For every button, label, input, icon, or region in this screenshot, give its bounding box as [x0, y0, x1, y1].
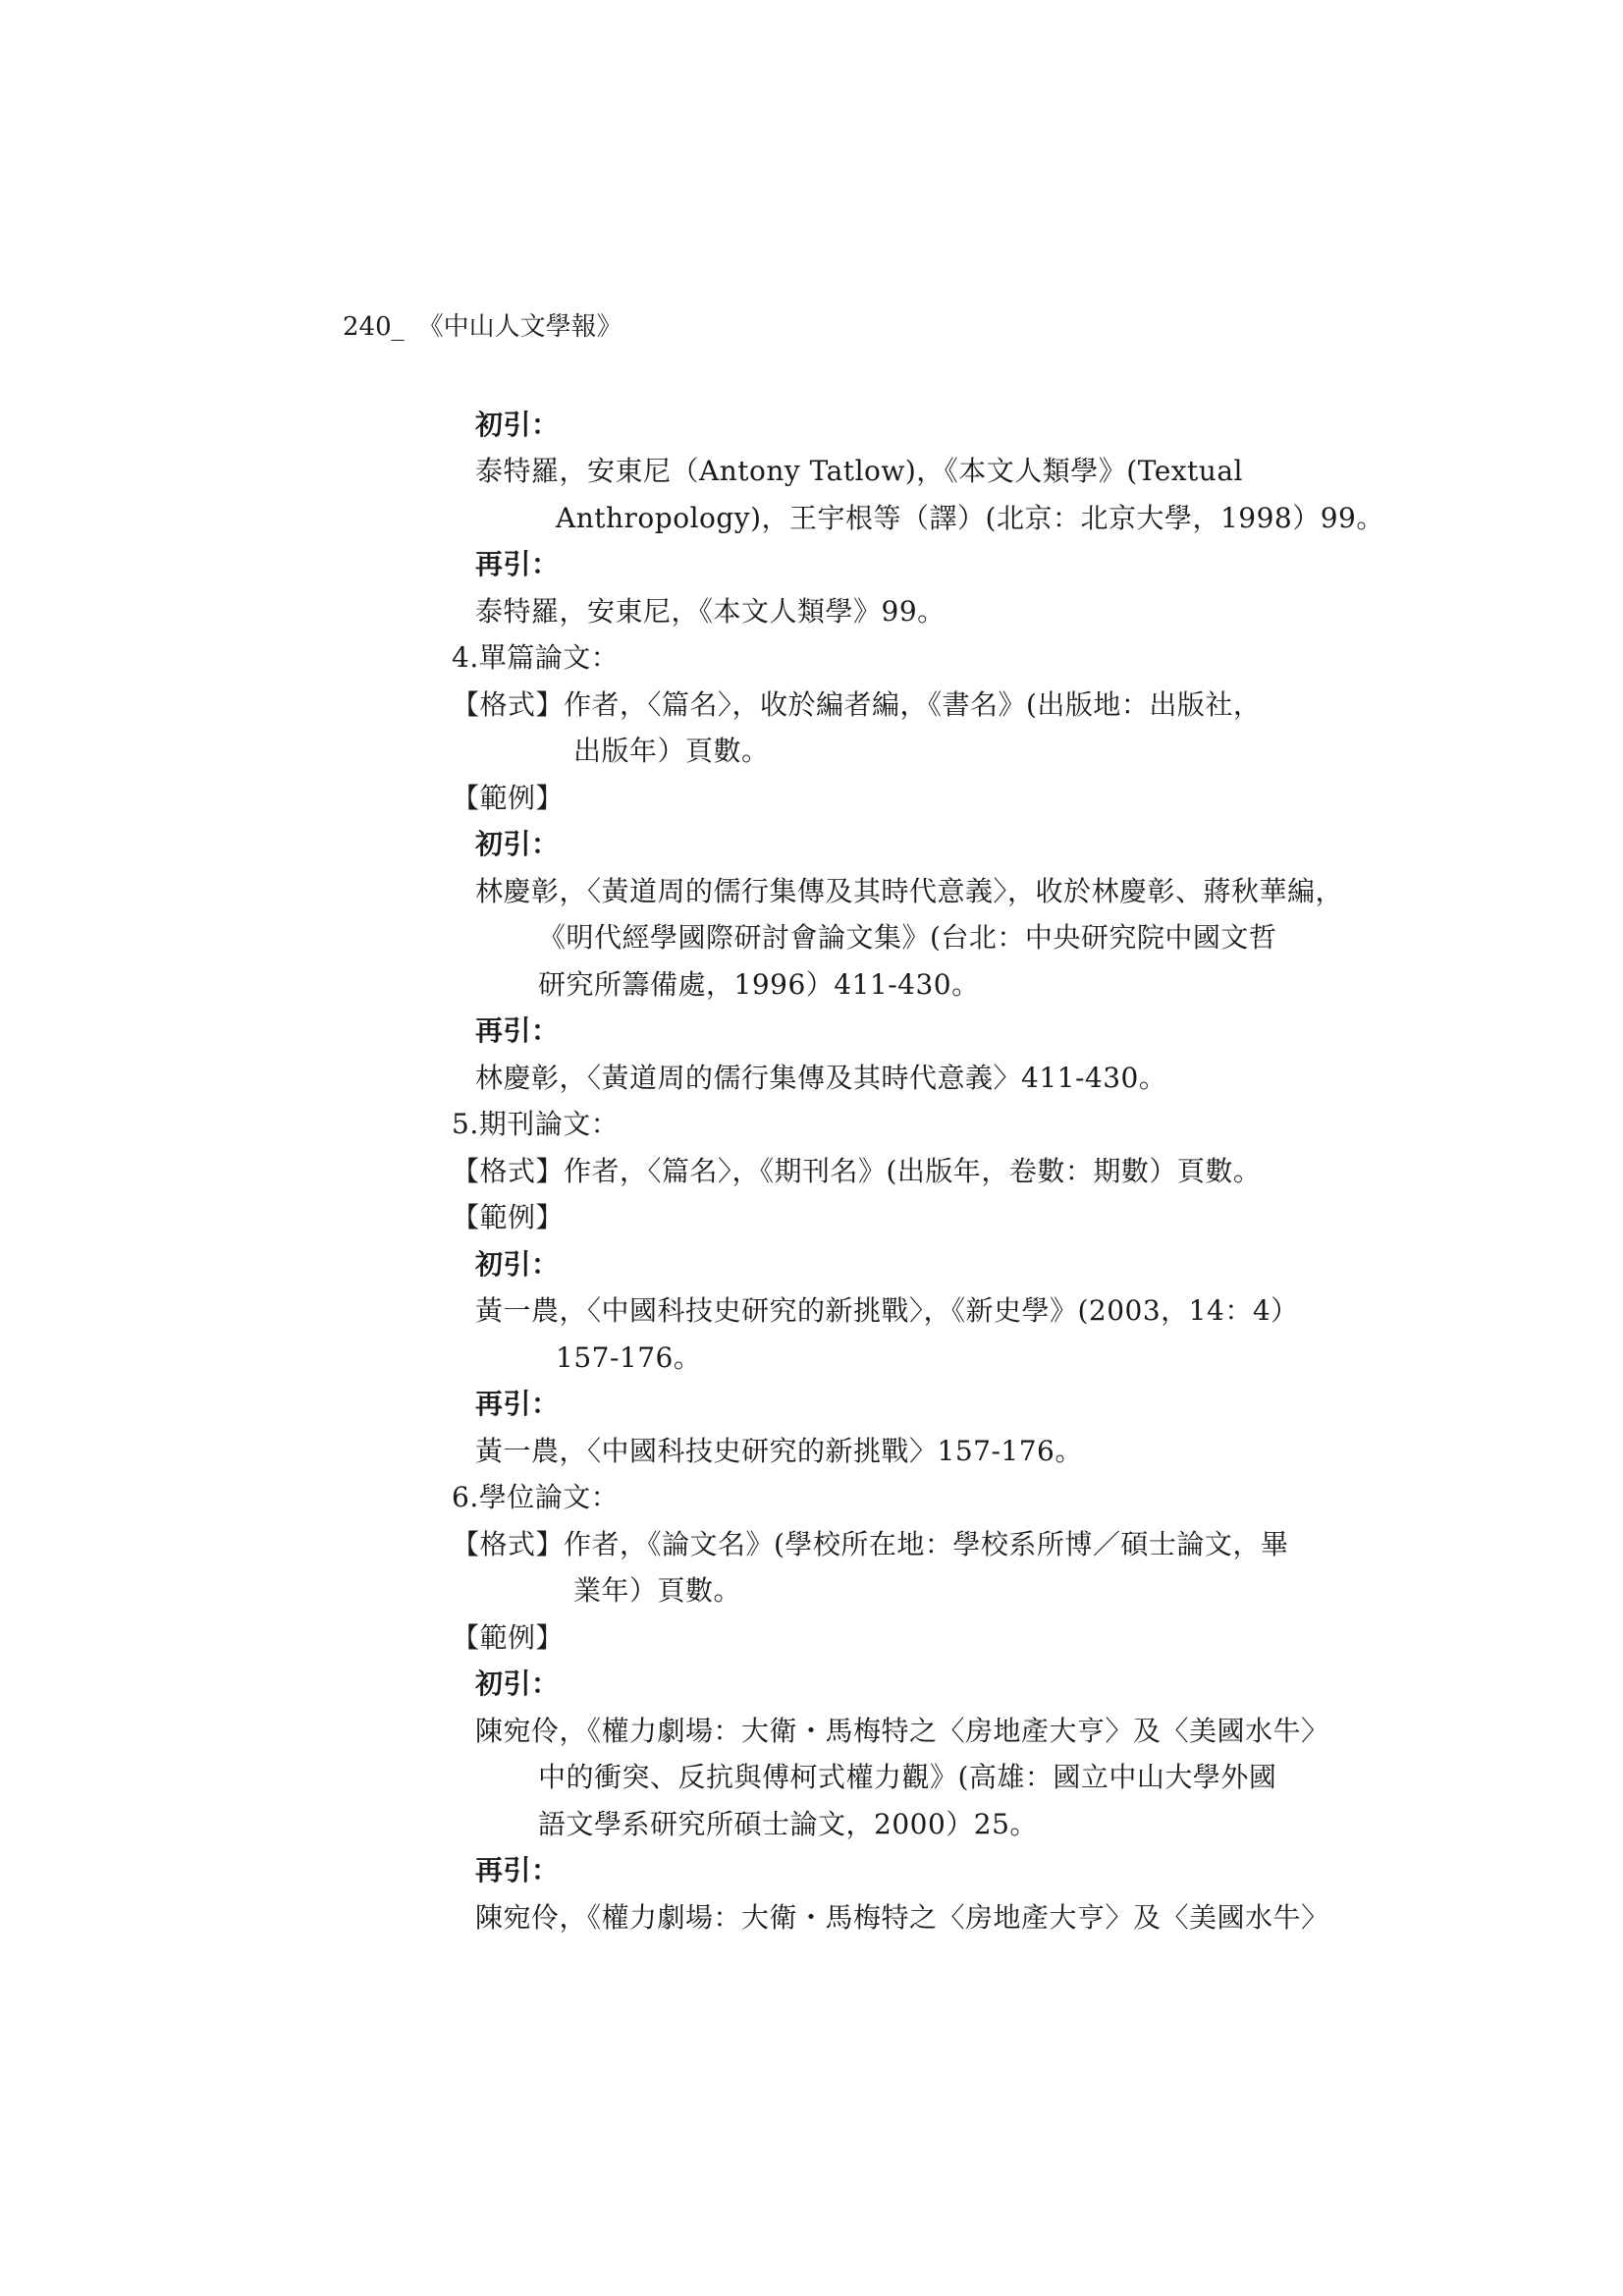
text-line: 5.期刊論文：: [452, 1108, 620, 1140]
text-line: 出版年）頁數。: [573, 735, 770, 767]
text-line: 初引：: [475, 828, 560, 860]
text-line: 黃一農，〈中國科技史研究的新挑戰〉157-176。: [475, 1435, 1083, 1467]
text-line: 泰特羅，安東尼（Antony Tatlow)，《本文人類學》(Textual: [475, 455, 1243, 487]
text-line: 【範例】: [452, 1201, 565, 1233]
text-line: 初引：: [475, 1248, 560, 1281]
text-line: 再引：: [475, 1388, 560, 1420]
text-line: 157-176。: [556, 1341, 702, 1374]
text-line: 中的衝突、反抗與傅柯式權力觀》(高雄：國立中山大學外國: [538, 1761, 1277, 1793]
running-header: [343, 309, 622, 345]
text-line: 【格式】作者，《論文名》(學校所在地：學校系所博／碩士論文，畢: [452, 1528, 1289, 1560]
text-line: 林慶彰，〈黃道周的儒行集傳及其時代意義〉，收於林慶彰、蔣秋華編，: [475, 875, 1344, 907]
text-line: 業年）頁數。: [573, 1574, 742, 1607]
text-line: 黃一農，〈中國科技史研究的新挑戰〉，《新史學》(2003，14：4）: [475, 1294, 1299, 1327]
journal-title: 《中山人文學報》: [417, 312, 622, 342]
text-line: 陳宛伶，《權力劇場：大衛・馬梅特之〈房地產大亨〉及〈美國水牛〉: [475, 1901, 1329, 1934]
text-line: 研究所籌備處，1996）411-430。: [538, 968, 980, 1001]
page-number: 240_: [343, 312, 405, 342]
text-line: 陳宛伶，《權力劇場：大衛・馬梅特之〈房地產大亨〉及〈美國水牛〉: [475, 1715, 1329, 1747]
text-line: Anthropology)，王宇根等（譯）(北京：北京大學，1998）99。: [556, 502, 1384, 534]
text-line: 6.學位論文：: [452, 1481, 620, 1513]
text-line: 【範例】: [452, 782, 565, 814]
text-line: 【格式】作者，〈篇名〉，《期刊名》(出版年，卷數：期數）頁數。: [452, 1155, 1262, 1187]
text-line: 4.單篇論文：: [452, 641, 620, 674]
text-line: 泰特羅，安東尼，《本文人類學》99。: [475, 595, 946, 628]
text-line: 【範例】: [452, 1621, 565, 1654]
text-line: 林慶彰，〈黃道周的儒行集傳及其時代意義〉411-430。: [475, 1062, 1167, 1094]
text-line: 再引：: [475, 1014, 560, 1047]
text-line: 【格式】作者，〈篇名〉，收於編者編，《書名》(出版地：出版社，: [452, 688, 1262, 721]
text-line: 初引：: [475, 409, 560, 441]
text-line: 《明代經學國際研討會論文集》(台北：中央研究院中國文哲: [538, 921, 1277, 954]
text-line: 語文學系研究所碩士論文，2000）25。: [538, 1808, 1038, 1840]
text-line: 初引：: [475, 1667, 560, 1700]
text-line: 再引：: [475, 1854, 560, 1886]
text-line: 再引：: [475, 548, 560, 580]
